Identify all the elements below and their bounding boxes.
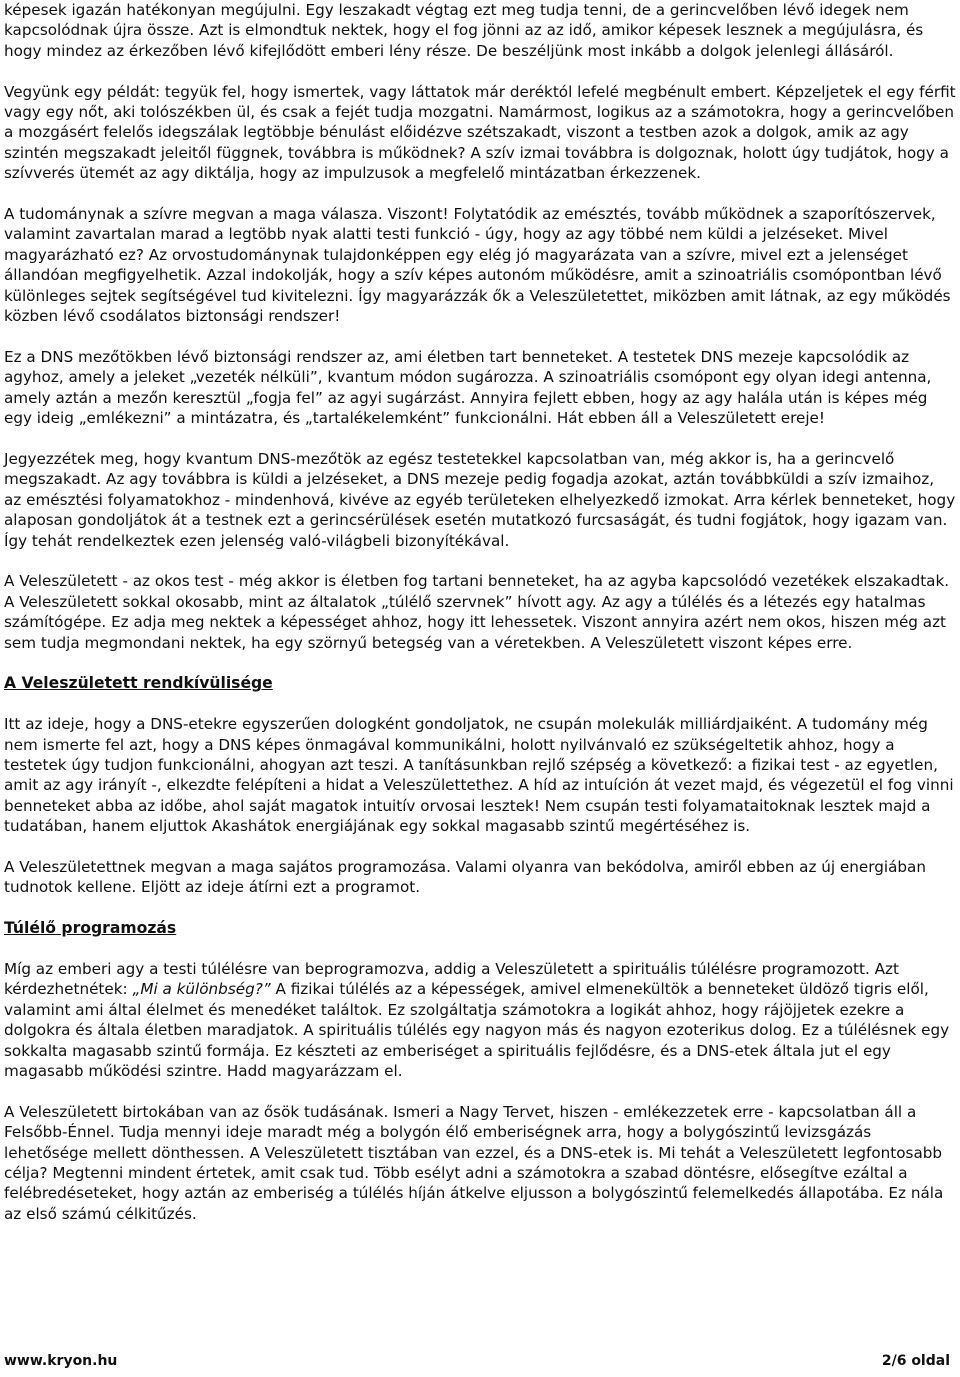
paragraph-text: A fizikai túlélés az a képességek, amivel elmenekültök a benneteket üldöző tigris elől, valamint ami által élelmet és menedéket találtok. Ez szolgáltatja számotokra a logikát ahhoz, hogy rájöjjetek ezekre a dolgokra és általa életben maradjatok. A spirituális túlélés egy nagyon más és nagyon ezoterikus dolog. Ez a túlélésnek egy sokkalta magasabb szintű formája. Ez készteti az emberiséget a spirituális fejlődésre, és a DNS-etek általa jut el egy magasabb működési szintre. Hadd magyarázzam el. xyxy=(4,980,950,1080)
paragraph: A Veleszületettnek megvan a maga sajátos programozása. Valami olyanra van bekódolva, amiről ebben az új energiában tudnotok kellene. Eljött az ideje átírni ezt a programot. xyxy=(4,857,926,897)
page-footer xyxy=(4,1351,950,1371)
document-page xyxy=(4,0,956,1245)
site-link[interactable]: www.kryon.hu xyxy=(4,1352,118,1369)
paragraph xyxy=(4,959,956,1081)
paragraph: Vegyünk egy példát: tegyük fel, hogy ismertek, vagy láttatok már deréktól lefelé megbénult embert. Képzeljetek el egy férfit vagy egy nőt, aki tolószékben ül, és csak a fejét tudja mozgatni. Namármost, logikus az a számotokra, hogy a gerincvelőben a mozgásért felelős idegszálak legtöbbje bénulást előidézve szétszakadt, viszont a testben azok a dolgok, amik az agy szintén megszakadt jeleitől függnek, továbbra is működnek? A szív izmai továbbra is dolgoznak, holott úgy tudjátok, hogy a szívverés ütemét az agy diktálja, hogy az impulzusok a megfelelő mintázatban érkezzenek. xyxy=(4,82,956,183)
paragraph: A Veleszületett birtokában van az ősök tudásának. Ismeri a Nagy Tervet, hiszen - emlékezzetek erre - kapcsolatban áll a Felsőbb-Énnel. Tudja mennyi ideje maradt még a bolygón élő emberiségnek arra, hogy a bolygószintű levizsgázás lehetősége mellett dönthessen. A Veleszületett tisztában van ezzel, és a DNS-etek is. Mi tehát a Veleszületett legfontosabb célja? Megtenni mindent értetek, amit csak tud. Több esélyt adni a számotokra a szabad döntésre, elősegítve ezáltal a felébredéseteket, hogy aztán az emberiség a túlélés híján átkelve eljusson a bolygószintű felemelkedés állapotába. Ez nála az első számú célkitűzés. xyxy=(4,1102,944,1223)
paragraph: képesek igazán hatékonyan megújulni. Egy leszakadt végtag ezt meg tudja tenni, de a gerincvelőben lévő idegek nem kapcsolódnak újra össze. Azt is elmondtuk nektek, hogy el fog jönni az az idő, amikor képesek lesznek a megújulásra, és hogy mindez az érkezőben lévő kifejlődött emberi lény része. De beszéljünk most inkább a dolgok jelenlegi állásáról. xyxy=(4,1,924,60)
paragraph: Jegyezzétek meg, hogy kvantum DNS-mezőtök az egész testetekkel kapcsolatban van, még akkor is, ha a gerincvelő megszakadt. Az agy továbbra is küldi a jelzéseket, a DNS mezeje pedig fogadja azokat, aztán továbbküldi a szív izmaihoz, az emésztési folyamatokhoz - mindenhová, kivéve az egyéb területeken elhelyezkedő izmokat. Arra kérlek benneteket, hogy alaposan gondoljátok át a testnek ezt a gerincsérülések esetén mutatkozó furcsaságát, és tudni fogjátok, hogy igazam van. Így tehát rendelkeztek ezen jelenség való-világbeli bizonyítékával. xyxy=(4,449,956,550)
page-number: 2/6 oldal xyxy=(881,1352,950,1369)
paragraph: Itt az ideje, hogy a DNS-etekre egyszerűen dologként gondoljatok, ne csupán molekulák milliárdjaiként. A tudomány még nem ismerte fel azt, hogy a DNS képes önmagával kommunikálni, holott nyilvánvaló ez szükségeltetik ahhoz, hogy a testetek úgy tudjon funkcionálni, ahogyan azt teszi. A tanításunkban rejlő szépség a következő: a fizikai test - az egyetlen, amit az agy irányít -, elkezdte felépíteni a hidat a Veleszülettethez. A híd az intuíción át vezet majd, és végezetül el fog vinni benneteket abba az időbe, ahol saját magatok intuitív orvosai lesztek! Nem csupán testi folyamataitoknak lesztek majd a tudatában, hanem eljuttok Akashátok energiájának egy sokkal magasabb szintű megértéséhez is. xyxy=(4,715,954,836)
paragraph: Ez a DNS mezőtökben lévő biztonsági rendszer az, ami életben tart benneteket. A testetek DNS mezeje kapcsolódik az agyhoz, amely a jeleket „vezeték nélküli”, kvantum módon sugározza. A szinoatriális csomópont egy olyan idegi antenna, amely aztán a mezőn keresztül „fogja fel” az agyi sugárzást. Annyira fejlett ebben, hogy az agy halála után is képes még egy ideig „emlékezni” a mintázatra, és „tartalékelemként” funkcionálni. Hát ebben áll a Veleszületett ereje! xyxy=(4,347,932,428)
paragraph: A tudománynak a szívre megvan a maga válasza. Viszont! Folytatódik az emésztés, tovább működnek a szaporítószervek, valamint zavartalan marad a legtöbb nyak alatti testi funkció - úgy, hogy az agy többé nem küldi a jelzéseket. Mivel magyarázható ez? Az orvostudománynak tulajdonképpen egy elég jó magyarázata van a szívre, mivel ezt a jelenséget állandóan megfigyelhetik. Azzal indokolják, hogy a szív képes autonóm működésre, amit a szinoatriális csomópontban lévő különleges sejtek segítségével tud kivitelezni. Így magyarázzák ők a Veleszületettet, miközben amit látnak, az egy működés közben lévő csodálatos biztonsági rendszer! xyxy=(4,205,951,326)
paragraph: A Veleszületett - az okos test - még akkor is életben fog tartani benneteket, ha az agyba kapcsolódó vezetékek elszakadtak. A Veleszületett sokkal okosabb, mint az általatok „túlélő szervnek” hívott agy. Az agy a túlélés és a létezés egy hatalmas számítógépe. Ez adja meg nektek a képességet ahhoz, hogy itt lehessetek. Viszont annyira azért nem okos, hiszen még azt sem tudja megmondani nektek, ha egy szörnyű betegség van a véretekben. A Veleszületett viszont képes erre. xyxy=(4,572,950,652)
paragraph-text: Míg az emberi agy a testi túlélésre van beprogramozva, addig a Veleszületett a spirituális túlélésre programozott. Azt kérdezhetnétek: xyxy=(4,959,899,999)
section-heading: Túlélő programozás xyxy=(4,919,177,938)
emphasized-question: „Mi a különbség?” xyxy=(132,980,271,999)
section-heading: A Veleszületett rendkívülisége xyxy=(4,674,273,693)
